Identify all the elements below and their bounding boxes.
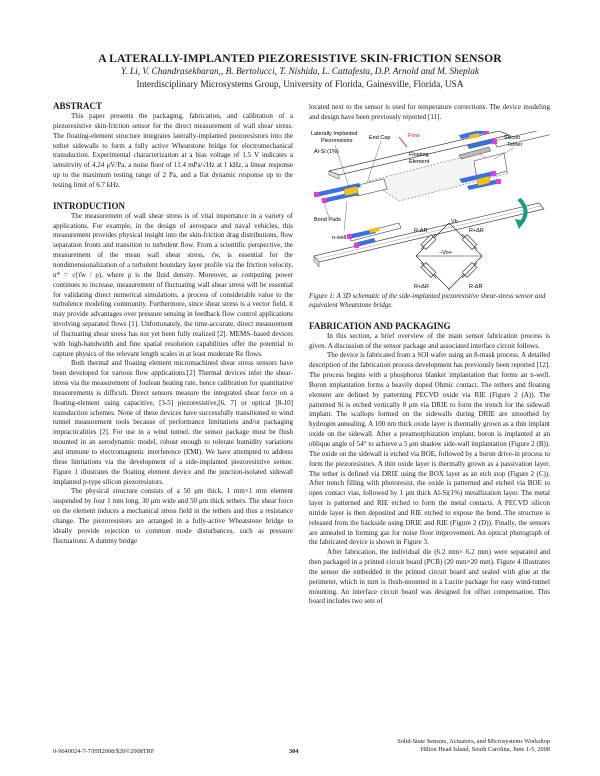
venue-line-1: Solid-State Sensors, Actuators, and Microsystems Workshop xyxy=(397,738,550,745)
label-r-minus-bottom: R-ΔR xyxy=(469,283,483,290)
label-end-cap: End Cap xyxy=(369,134,391,141)
figure-1-caption: Figure 1: A 3D schematic of the side-implanted piezoresistive shear-stress sensor and equivalent Wheatstone bridge. xyxy=(309,292,546,310)
svg-text:Piezoresistor: Piezoresistor xyxy=(321,137,353,144)
fab-paragraph-2: The device is fabricated from a SOI wafer using an 8-mask process. A detailed description of the fabrication process development has previously been reported [12]. The process begins with a phosphorus blanket implantation that forms an n-well. Boron implantation forms a heavily doped Ohmic contact. The tethers and floating element are defined by patterning PECVD oxide via RIE (Figure 2 (A)). The patterned Si is etched vertically 8 μm via DRIE to form the trench for the sidewall implant. The scallops formed on the sidewalls during DRIE are smoothed by hydrogen annealing. A 100 nm thick oxide layer is thermally grown as a thin implant oxide on the sidewall. After a preamorphization implant, boron is implanted at an oblique angle of 54° to achieve a 5 μm shadow side-wall implantation (Figure 2 (B)). The oxide on the sidewall is etched via BOE, followed by a boron drive-in process to form the piezoresistors. A thin oxide layer is thermally grown as a passivation layer. The tether is defined via DRIE using the BOX layer as an etch stop (Figure 2 (C)). After trench filling with photoresist, the oxide is patterned and etched via BOE to open contact vias, followed by 1 μm thick Al-Si(1%) metallization layer. The metal layer is patterned and RIE etched to form the metal contacts. A PECVD silicon nitride layer is then deposited and RIE etched to expose the bond. The structure is released from the backside using DRIE and RIE (Figure 2 (D)). Finally, the sensors are annealed in forming gas for noise floor improvement. An optical photograph of the fabricated device is shown in Figure 3. xyxy=(309,351,550,547)
author-list: Y. Li, V. Chandrasekharan,, B. Bertolucci, T. Nishida, L. Cattafesta, D.P. Arnold and M. Sheplak xyxy=(121,67,479,77)
fab-paragraph-1: In this section, a brief overview of the main sensor fabrication process is given. A discussion of the sensor package and associated interface circuit follows. xyxy=(309,331,550,350)
introduction-heading: INTRODUCTION xyxy=(53,200,126,211)
intro-paragraph-2: Both thermal and floating element micromachined shear stress sensors have been developed for various flow applications.[2] Thermal devices infer the shear-stress via the measurement of Joulean heating rate, hence calibration for quantitative measurements is difficult. Direct sensors measure the integrated shear force on a floating-element using capacitive, [3-5] piezoresistive,[6, 7] or optical [8-10] transduction schemes. None of these devices have successfully transitioned to wind tunnel measurement tools because of performance limitations and/or packaging impracticalities [2]. For use in a wind tunnel, the sensor package must be flush mounted in an aerodynamic model, robust enough to tolerate humidity variations and immune to electromagnetic interference (EMI). We have attempted to address these limitations via the development of a side-implanted piezoresistive sensor. Figure 1 illustrates the floating element device and the junction-isolated sidewall implanted p-type silicon piezoresistors. xyxy=(53,359,293,486)
label-al-si: Al-Si (1%) xyxy=(314,148,339,155)
svg-text:Tether: Tether xyxy=(507,141,523,148)
fabrication-heading: FABRICATION AND PACKAGING xyxy=(309,320,451,331)
label-piezoresistor: Laterally Implanted xyxy=(311,130,358,137)
label-silicon-tether: Silicon xyxy=(504,134,521,141)
venue-line-2: Hilton Head Island, South Carolina, June 1-5, 2008 xyxy=(420,746,550,753)
page-number: 304 xyxy=(289,748,299,755)
label-bond-pads: Bond Pads xyxy=(314,216,341,223)
affiliation: Interdisciplinary Microsystems Group, University of Florida, Gainesville, Florida, USA xyxy=(136,80,464,90)
sensor-schematic-diagram xyxy=(309,131,550,291)
label-n-well: n-well xyxy=(332,234,347,241)
intro-paragraph-3: The physical structure consists of a 50 μm thick, 1 mm×1 mm element suspended by four 1 mm long, 30 μm wide and 50 μm thick tethers. The shear force on the element induces a mechanical stress field in the tethers and thus a resistance change. The piezoresistors are arranged in a fully-active Wheatstone bridge to ideally provide rejection to common mode disturbances, such as pressure fluctuations. A dummy bridge xyxy=(53,487,293,545)
left-column xyxy=(53,101,293,546)
footer-venue xyxy=(397,738,550,754)
right-column xyxy=(309,103,550,607)
figure-1 xyxy=(309,131,550,291)
flow-label: Flow xyxy=(408,132,420,139)
label-floating-element: Floating xyxy=(409,151,429,158)
fab-paragraph-3: After fabrication, the individual die (6.2 mm× 6.2 mm) were separated and then packaged in a printed circuit board (PCB) (20 mm×20 mm). Figure 4 illustrates the sensor die embedded in the printed circuit board and sealed with glue at the perimeter, which in turn is flush-mounted in a Lucite package for easy wind-tunnel mounting. An interface circuit board was designed for offset compensation. This board includes two sets of xyxy=(309,548,550,606)
label-r-plus-top: R+ΔR xyxy=(469,227,484,234)
paper-title: A LATERALLY-IMPLANTED PIEZORESISTIVE SKIN-FRICTION SENSOR xyxy=(98,52,502,65)
abstract-heading: ABSTRACT xyxy=(53,101,103,111)
label-vo: −Vo+ xyxy=(439,249,452,256)
footer-isbn: 0-9640024-7-7/HH2008/$20©2008TRF xyxy=(53,748,155,755)
label-vb: Vb xyxy=(451,218,458,225)
label-r-minus-top: R-ΔR xyxy=(414,227,428,234)
continuation-paragraph: located next to the sensor is used for temperature corrections. The device modeling and design have been previously reported [11]. xyxy=(309,103,550,121)
svg-text:Element: Element xyxy=(409,158,430,165)
intro-paragraph-1: The measurement of wall shear stress is of vital importance in a variety of applications. For example, in the design of aerospace and naval vehicles, this measurement provides physical insight into the skin-friction drag distributions, flow separation fronts and transition to turbulent flow. From a scientific perspective, the measurement of the mean wall shear stress, τ̄w, is essential for the nondimensionalization of a turbulent boundary layer profile via the friction velocity, u* = √(τ̄w / ρ), where ρ is the fluid density. Moreover, as computing power continues to increase, measurement of fluctuating wall shear stress will be essential for validating direct numerical simulations, a process of considerable value to the turbulence modeling community. Furthermore, since shear stress is a vector field, it may provide advantages over pressure sensing in feedback flow control applications involving separated flows [1]. Unfortunately, the time-accurate, direct measurement of fluctuating shear stress has not yet been fully realized [2]. MEMS–based devices with high-bandwidth and fine spatial resolution capabilities offer the potential to capture physics of the relevant length scales in at least moderate Re flows. xyxy=(53,211,293,358)
abstract-text: This paper presents the packaging, fabrication, and calibration of a piezoresistive skin-friction sensor for the direct measurement of wall shear stress. The floating-element structure integrates laterally-implanted piezoresistors into the tether sidewalls to form a fully active Wheatstone bridge for electromechanical transduction. Experimental characterization at a bias voltage of 1.5 V indicates a sensitivity of 4.24 μV/Pa, a noise floor of 11.4 mPa/√Hz at 1 kHz, a linear response up to the maximum testing range of 2 Pa, and a flat dynamic response up to the testing limit of 6.7 kHz. xyxy=(53,112,293,189)
label-r-plus-bottom: R+ΔR xyxy=(414,283,429,290)
